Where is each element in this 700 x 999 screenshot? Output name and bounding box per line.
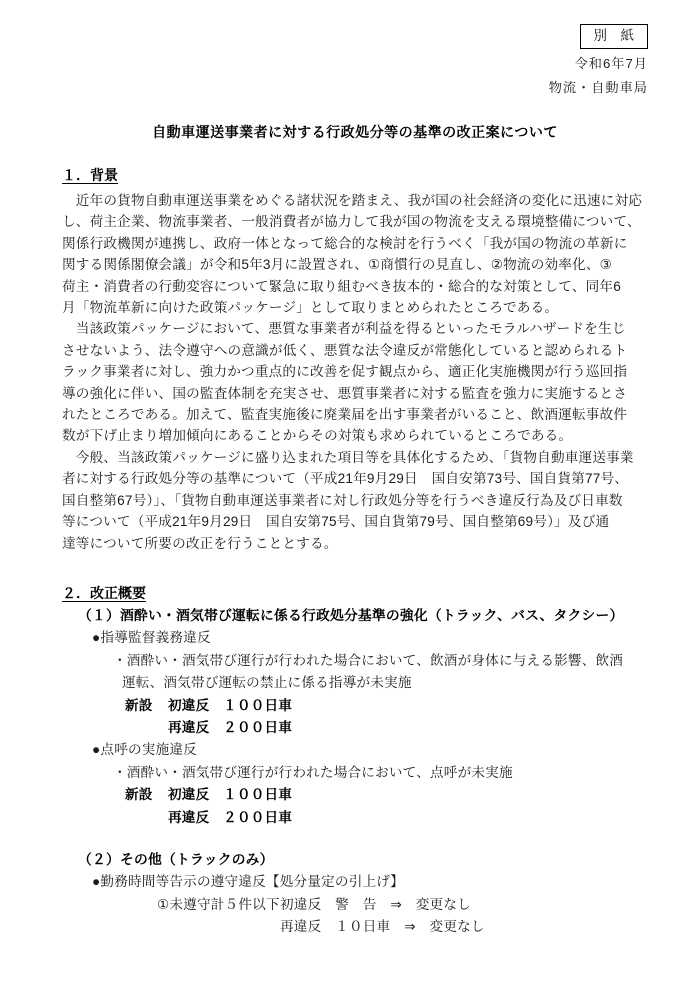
case-first-violation <box>157 894 648 916</box>
subsection1-heading: （１）酒酔い・酒気帯び運転に係る行政処分基準の強化（トラック、バス、タクシー） <box>78 607 624 623</box>
penalty-new-label: 新設 <box>125 697 153 713</box>
body-line: 月「物流革新に向けた政策パッケージ」として取りまとめられたところである。 <box>62 300 559 316</box>
document-header <box>62 24 648 97</box>
attachment-label-box: 別 紙 <box>580 24 649 49</box>
body-line: れたところである。加えて、監査実施後に廃業届を出す事業者がいること、飲酒運転事故件 <box>62 407 628 423</box>
penalty-first-violation <box>125 784 648 806</box>
body-line: 数が下げ止まり増加傾向にあることからその対策も求められているところである。 <box>62 428 573 444</box>
section2-body <box>62 605 648 939</box>
section1-heading: １．背景 <box>62 167 118 183</box>
body-line: し、荷主企業、物流事業者、一般消費者が協力して我が国の物流を支える環境整備について、 <box>62 214 641 230</box>
violation-description-continued: 運転、酒気帯び運転の禁止に係る指導が未実施 <box>122 675 412 691</box>
penalty-new-label: 新設 <box>125 787 153 803</box>
penalty-repeat-violation: 再違反 ２００日車 <box>168 809 293 825</box>
body-line: 達等について所要の改正を行うこととする。 <box>62 535 338 551</box>
body-line: 関する関係閣僚会議」が令和5年3月に設置され、①商慣行の見直し、②物流の効率化、③ <box>62 257 613 273</box>
subsection2-heading: （２）その他（トラックのみ） <box>78 851 274 867</box>
body-line: 荷主・消費者の行動変容について緊急に取り組むべき抜本的・総合的な対策として、同年6 <box>62 278 621 294</box>
spacer <box>62 829 648 849</box>
document-date: 令和6年7月 <box>574 56 648 71</box>
body-line: 者に対する行政処分等の基準について（平成21年9月29日 国自安第73号、国自貨第77号、 <box>62 471 629 487</box>
section1-body <box>62 190 648 554</box>
body-line: 等について（平成21年9月29日 国自安第75号、国自貨第79号、国自整第69号）」及び通 <box>62 514 610 530</box>
body-line: 今般、当該政策パッケージに盛り込まれた項目等を具体化するため、「貨物自動車運送事業 <box>62 449 634 465</box>
case-condition-label: ①未遵守計５件以下 <box>157 896 280 912</box>
body-line: 導の強化に伴い、国の監査体制を充実させ、悪質事業者に対する監査を強力に実施するとさ <box>62 385 628 401</box>
penalty-first-violation <box>125 695 648 717</box>
document-title: 自動車運送事業者に対する行政処分等の基準の改正案について <box>152 124 558 140</box>
violation-description: ・酒酔い・酒気帯び運行が行われた場合において、点呼が未実施 <box>113 764 513 780</box>
issuing-department: 物流・自動車局 <box>548 80 648 95</box>
body-line: ラック事業者に対し、強力かつ重点的に改善を促す観点から、適正化実施機関が行う巡回指 <box>62 364 628 380</box>
violation-item-label: ●指導監督義務違反 <box>92 630 211 646</box>
case-first-value: 初違反 警 告 ⇒ 変更なし <box>280 896 471 912</box>
body-line: 近年の貨物自動車運送事業をめぐる諸状況を踏まえ、我が国の社会経済の変化に迅速に対応 <box>62 193 643 208</box>
penalty-repeat-violation: 再違反 ２００日車 <box>168 719 293 735</box>
violation-item-label: ●勤務時間等告示の遵守違反【処分量定の引上げ】 <box>92 874 404 890</box>
case-repeat-violation: 再違反 １０日車 ⇒ 変更なし <box>280 919 485 935</box>
body-line: 当該政策パッケージにおいて、悪質な事業者が利益を得るといったモラルハザードを生じ <box>62 321 626 337</box>
body-line: 国自整第67号）」、「貨物自動車運送事業者に対し行政処分等を行うべき違反行為及び日車数 <box>62 492 623 508</box>
section2-heading: ２．改正概要 <box>62 584 146 601</box>
body-line: させないよう、法令遵守への意識が低く、悪質な法令違反が常態化していると認められるト <box>62 342 628 358</box>
violation-item-label: ●点呼の実施違反 <box>92 742 197 758</box>
penalty-first-value: 初違反 １００日車 <box>168 787 293 803</box>
violation-description: ・酒酔い・酒気帯び運行が行われた場合において、飲酒が身体に与える影響、飲酒 <box>113 652 624 668</box>
body-line: 関係行政機関が連携し、政府一体となって総合的な検討を行うべく「我が国の物流の革新に <box>62 235 628 251</box>
penalty-first-value: 初違反 １００日車 <box>168 697 293 713</box>
